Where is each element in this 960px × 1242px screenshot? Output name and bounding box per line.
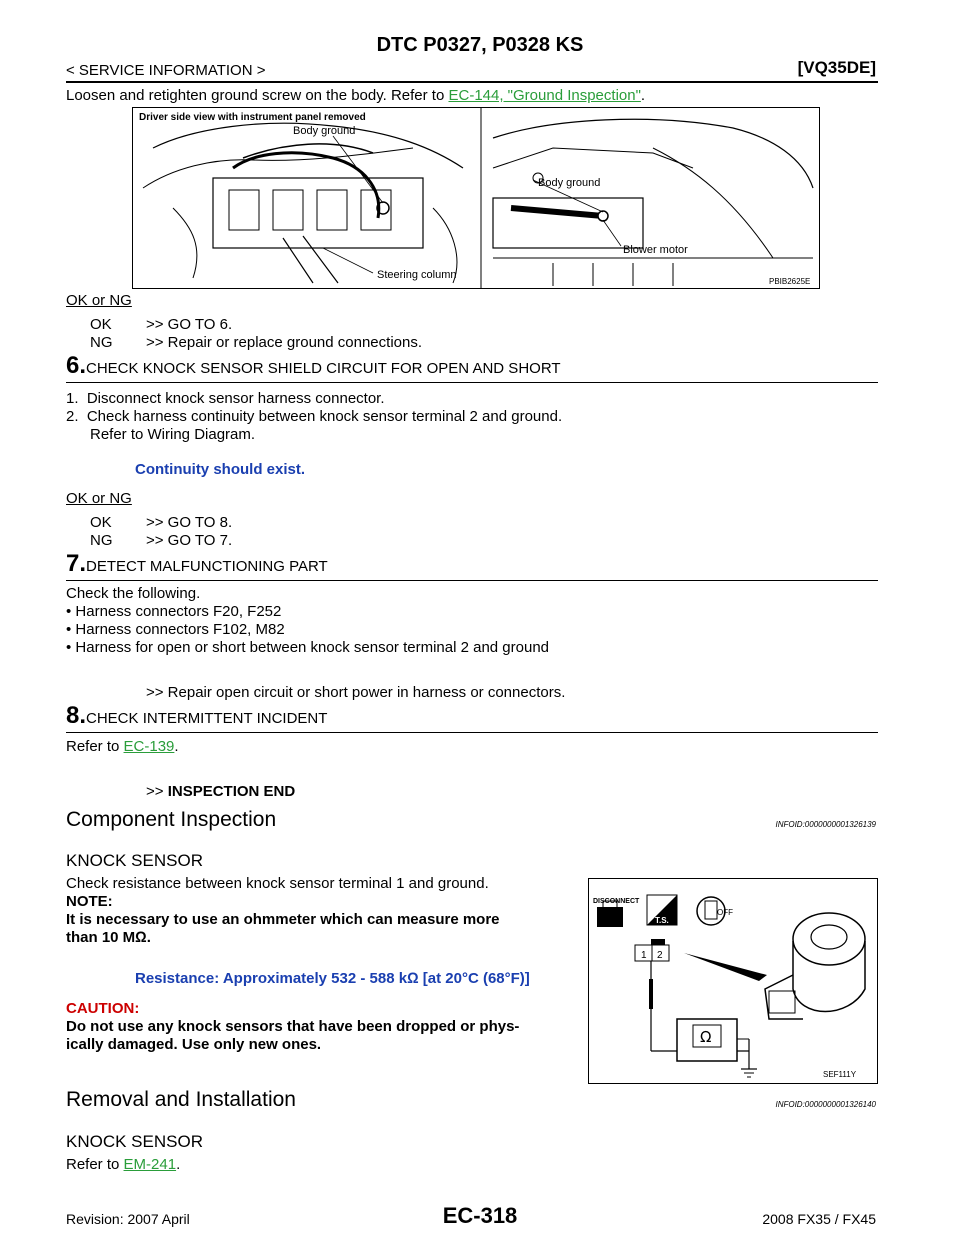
figure-knock-sensor bbox=[588, 878, 878, 1084]
step-7-bullet-3: • Harness for open or short between knock sensor terminal 2 and ground bbox=[66, 639, 550, 656]
step-7-intro: Check the following. bbox=[66, 585, 201, 602]
step-8-heading: 8.CHECK INTERMITTENT INCIDENT bbox=[66, 702, 878, 733]
ng-action: >> Repair or replace ground connections. bbox=[146, 334, 423, 351]
intro-text: Loosen and retighten ground screw on the body. Refer to EC-144, "Ground Inspection". bbox=[66, 87, 646, 104]
step-6-ng-action: >> GO TO 7. bbox=[146, 532, 233, 549]
component-line-1: Check resistance between knock sensor terminal 1 and ground. bbox=[66, 875, 489, 892]
caution-line-1: Do not use any knock sensors that have been dropped or phys- bbox=[66, 1018, 520, 1035]
ec-139-link[interactable]: EC-139 bbox=[123, 738, 175, 755]
model: 2008 FX35 / FX45 bbox=[762, 1211, 876, 1227]
step-6-item-2b: Refer to Wiring Diagram. bbox=[90, 426, 256, 443]
caution-line-2: ically damaged. Use only new ones. bbox=[66, 1036, 322, 1053]
component-inspection-heading: Component Inspection bbox=[66, 808, 277, 831]
section-label: < SERVICE INFORMATION > bbox=[66, 62, 266, 79]
label-body-ground-left: Body ground bbox=[293, 125, 356, 137]
inspection-end: >> INSPECTION END bbox=[146, 783, 296, 800]
em-241-link[interactable]: EM-241 bbox=[123, 1156, 177, 1173]
step-6-ok-label: OK bbox=[90, 514, 112, 531]
note-line-2: than 10 MΩ. bbox=[66, 929, 151, 946]
figure-caption: Driver side view with instrument panel removed bbox=[139, 112, 366, 123]
pointer-arrow bbox=[684, 953, 767, 981]
revision: Revision: 2007 April bbox=[66, 1211, 190, 1227]
step-6-item-2: 2. Check harness continuity between knock sensor terminal 2 and ground. bbox=[66, 408, 563, 425]
off-label: OFF bbox=[717, 908, 733, 917]
figure-body-ground bbox=[132, 107, 820, 289]
step-6-spec: Continuity should exist. bbox=[135, 461, 306, 478]
step-7-heading: 7.DETECT MALFUNCTIONING PART bbox=[66, 550, 878, 581]
step-6-ok-action: >> GO TO 8. bbox=[146, 514, 233, 531]
header-rule bbox=[66, 81, 878, 83]
engine-label: [VQ35DE] bbox=[797, 58, 876, 77]
caution-label: CAUTION: bbox=[66, 1000, 140, 1017]
step-7-bullet-1: • Harness connectors F20, F252 bbox=[66, 603, 282, 620]
removal-subheading: KNOCK SENSOR bbox=[66, 1132, 203, 1151]
note-label: NOTE: bbox=[66, 893, 113, 910]
result-heading: OK or NG bbox=[66, 292, 132, 309]
page-title: DTC P0327, P0328 KS bbox=[376, 34, 584, 56]
step-6-result-heading: OK or NG bbox=[66, 490, 132, 507]
pin-1-label: 1 bbox=[641, 950, 647, 961]
step-6-item-1: 1. Disconnect knock sensor harness connector. bbox=[66, 390, 385, 407]
label-blower-motor: Blower motor bbox=[623, 244, 688, 256]
ok-label: OK bbox=[90, 316, 112, 333]
step-6-ng-label: NG bbox=[90, 532, 113, 549]
step-7-bullet-2: • Harness connectors F102, M82 bbox=[66, 621, 285, 638]
page-number: EC-318 bbox=[442, 1203, 518, 1228]
figure-code: PBIB2625E bbox=[769, 277, 811, 286]
label-steering-column: Steering column bbox=[377, 269, 457, 281]
removal-infoid: INFOID:0000000001326140 bbox=[775, 1100, 876, 1109]
removal-heading: Removal and Installation bbox=[66, 1088, 296, 1111]
label-body-ground-right: Body ground bbox=[538, 177, 601, 189]
note-line-1: It is necessary to use an ohmmeter which can measure more bbox=[66, 911, 500, 928]
step-7-action: >> Repair open circuit or short power in harness or connectors. bbox=[146, 684, 566, 701]
ng-label: NG bbox=[90, 334, 113, 351]
component-infoid: INFOID:0000000001326139 bbox=[775, 820, 876, 829]
connector-icon bbox=[597, 907, 623, 927]
body-ground-illustration bbox=[133, 108, 819, 288]
pin-2-label: 2 bbox=[657, 950, 663, 961]
removal-refer: Refer to EM-241. bbox=[66, 1156, 181, 1173]
ok-action: >> GO TO 6. bbox=[146, 316, 233, 333]
figure-2-code: SEF111Y bbox=[823, 1070, 857, 1079]
ts-label: T.S. bbox=[655, 916, 669, 925]
component-subheading: KNOCK SENSOR bbox=[66, 851, 203, 870]
knock-sensor-illustration bbox=[589, 879, 877, 1083]
step-8-refer: Refer to EC-139. bbox=[66, 738, 179, 755]
ground-inspection-link[interactable]: EC-144, "Ground Inspection" bbox=[448, 87, 641, 104]
disconnect-label: DISCONNECT bbox=[593, 898, 640, 905]
step-6-heading: 6.CHECK KNOCK SENSOR SHIELD CIRCUIT FOR OPEN AND SHORT bbox=[66, 352, 878, 383]
resistance-spec: Resistance: Approximately 532 - 588 kΩ [at 20°C (68°F)] bbox=[135, 970, 530, 987]
ohm-symbol: Ω bbox=[700, 1028, 712, 1046]
